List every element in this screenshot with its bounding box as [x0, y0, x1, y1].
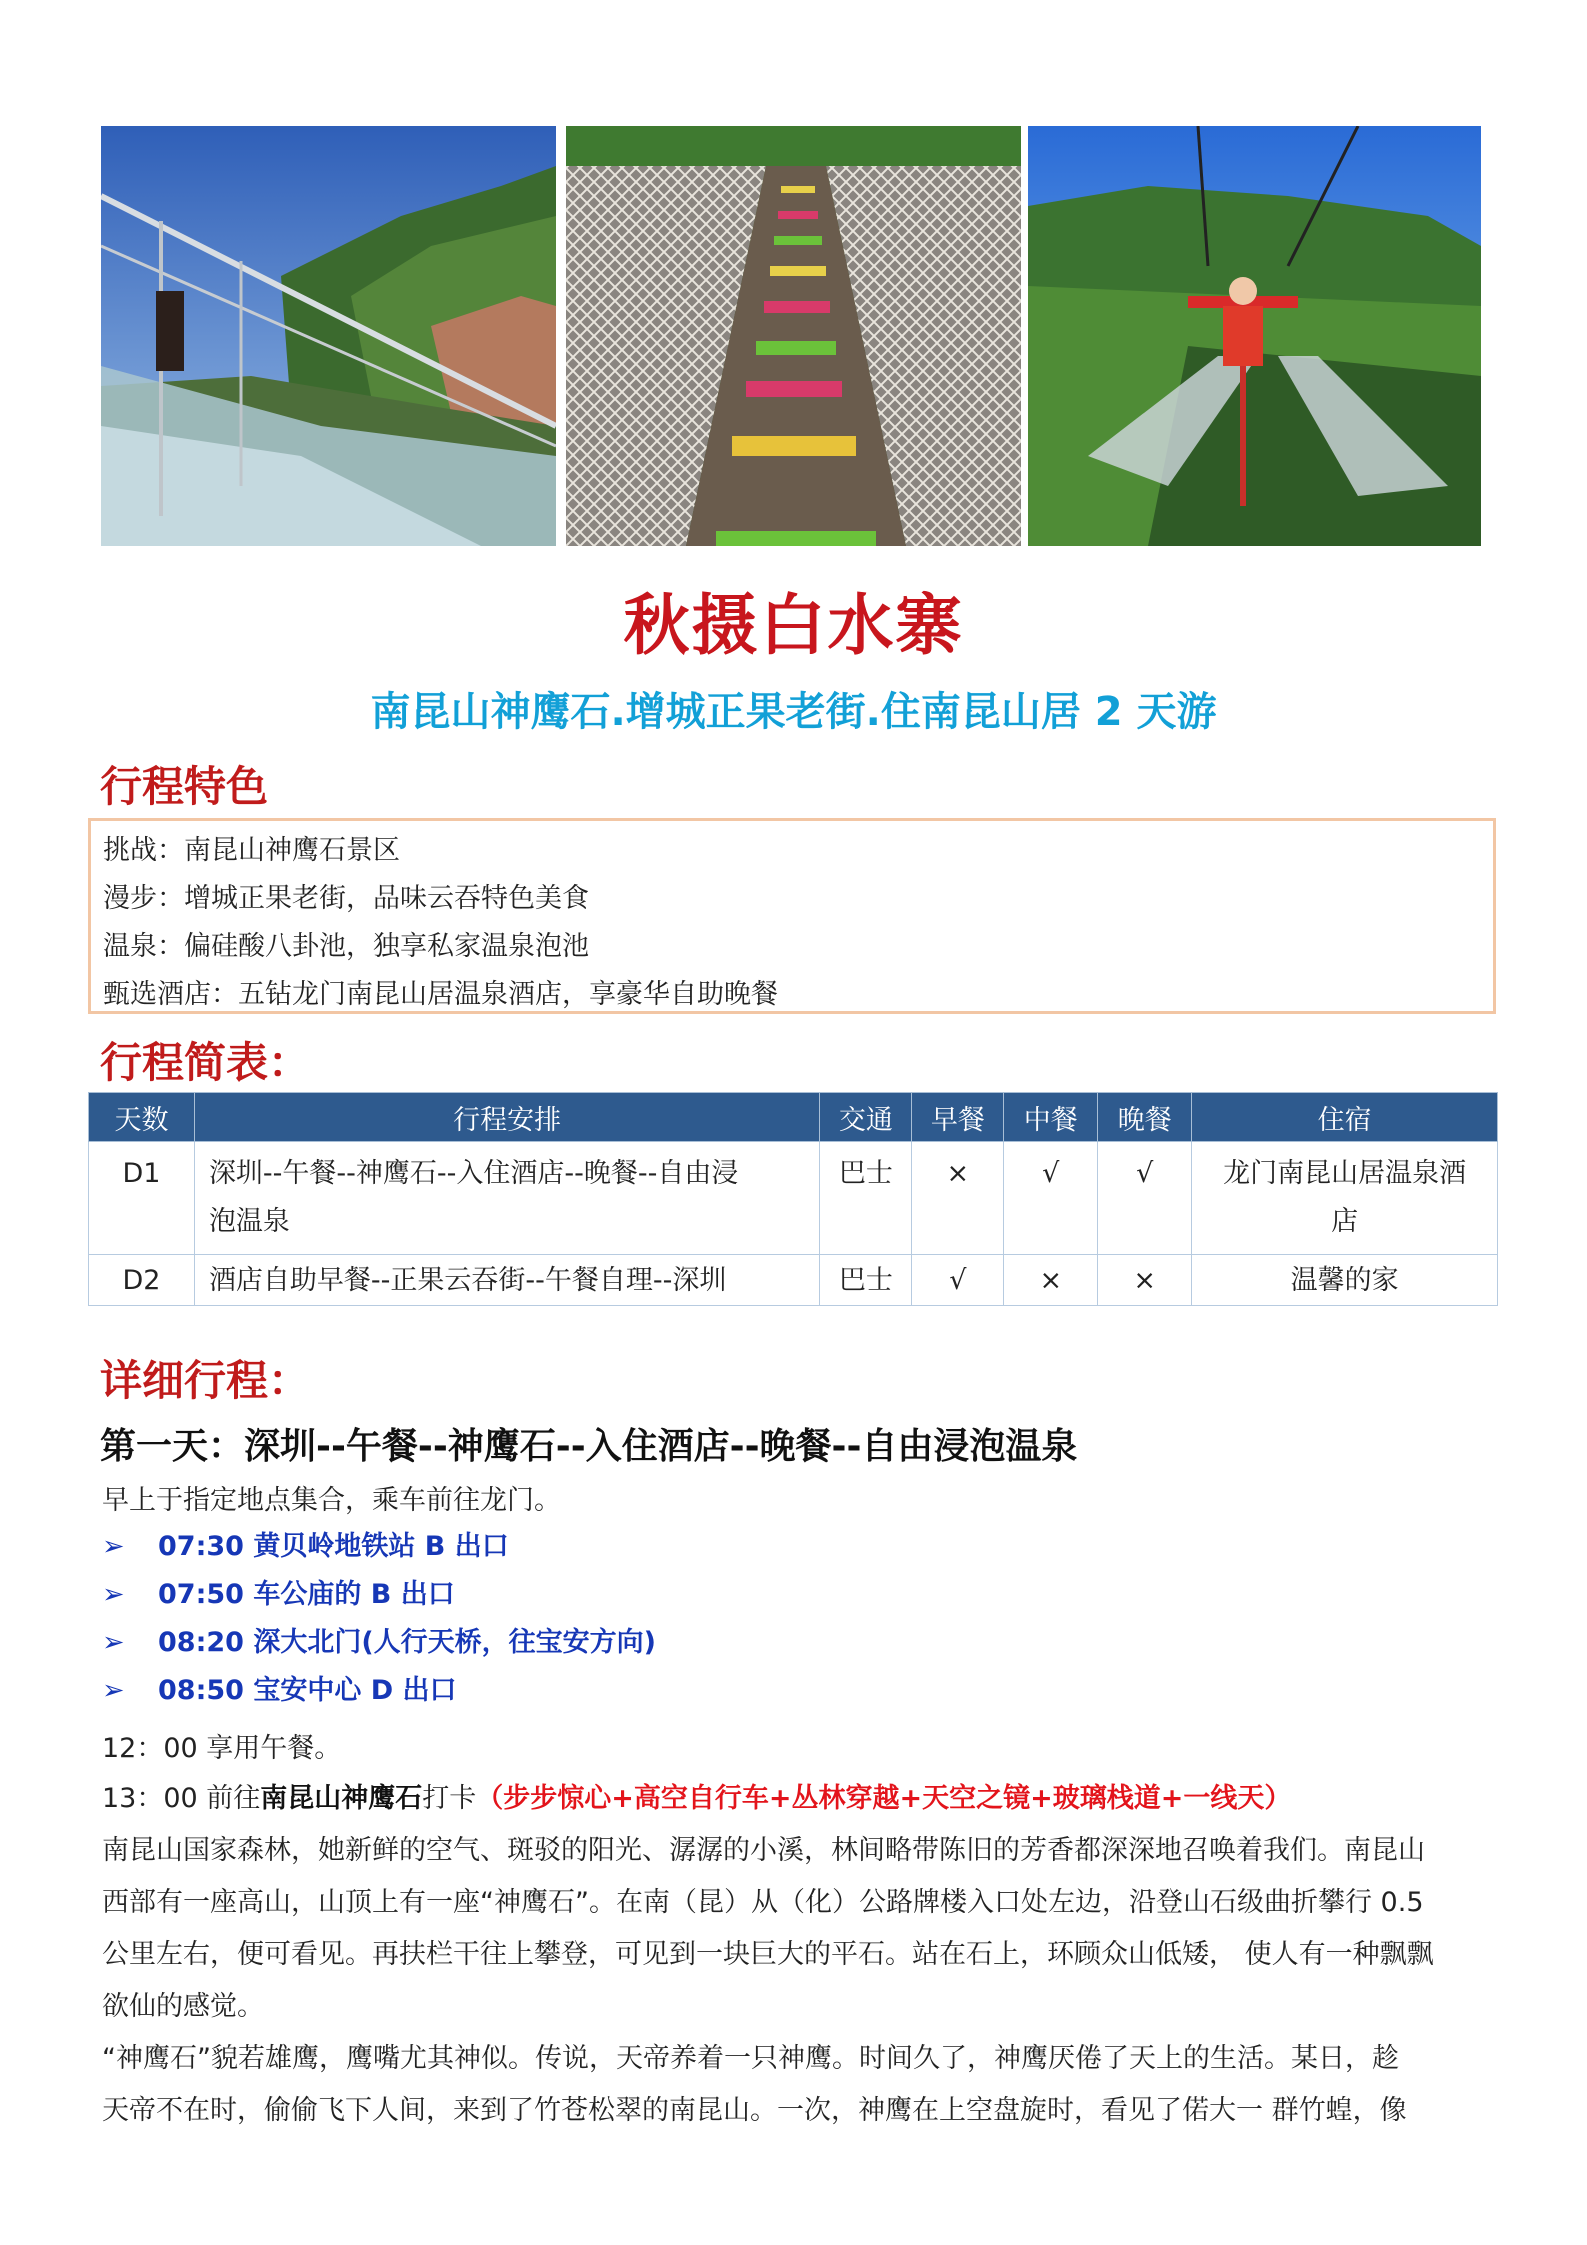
pickup-stop: ➢ 08:20 深大北门(人行天桥，往宝安方向): [102, 1627, 657, 1658]
cell-lunch: ×: [1004, 1255, 1098, 1306]
cell-day: D2: [89, 1255, 195, 1306]
paragraph-line: “神鹰石”貌若雄鹰，鹰嘴尤其神似。传说，天帝养着一只神鹰。时间久了，神鹰厌倦了天上的生活。某日，趁: [102, 2043, 1399, 2074]
details-heading: 详细行程：: [100, 1356, 311, 1405]
table-header-row: [89, 1093, 1498, 1142]
cell-plan: 酒店自助早餐--正果云吞街--午餐自理--深圳: [194, 1255, 819, 1306]
cell-dinner: ×: [1098, 1255, 1192, 1306]
features-heading: 行程特色: [100, 762, 269, 811]
cell-plan-line: 深圳--午餐--神鹰石--入住酒店--晚餐--自由浸: [208, 1158, 739, 1189]
cell-hotel-line: 龙门南昆山居温泉酒: [1223, 1158, 1467, 1189]
header-dinner: 晚餐: [1098, 1093, 1192, 1142]
features-box: [88, 818, 1496, 1014]
cell-hotel: [1192, 1142, 1498, 1255]
visit-highlight: （步步惊心+高空自行车+丛林穿越+天空之镜+玻璃栈道+一线天）: [476, 1783, 1292, 1814]
visit-place: 南昆山神鹰石: [260, 1783, 423, 1814]
cell-transport: 巴士: [820, 1142, 912, 1255]
intro-text: 早上于指定地点集合，乘车前往龙门。: [102, 1485, 561, 1516]
feature-line: 漫步：增城正果老街，品味云吞特色美食: [103, 883, 589, 914]
paragraph-line: 欲仙的感觉。: [102, 1991, 264, 2022]
table-row: [89, 1255, 1498, 1306]
rope-net-bridge-photo: [566, 126, 1021, 546]
header-transport: 交通: [820, 1093, 912, 1142]
cell-breakfast: √: [912, 1255, 1004, 1306]
arrow-bullet-icon: ➢: [102, 1531, 125, 1562]
cell-day: D1: [89, 1142, 195, 1255]
feature-line: 甄选酒店：五钻龙门南昆山居温泉酒店，享豪华自助晚餐: [103, 979, 778, 1010]
arrow-bullet-icon: ➢: [102, 1675, 125, 1706]
header-breakfast: 早餐: [912, 1093, 1004, 1142]
arrow-bullet-icon: ➢: [102, 1579, 125, 1610]
lunch-line: 12：00 享用午餐。: [102, 1733, 342, 1764]
page-title: 秋摄白水寨: [623, 587, 964, 664]
cell-dinner: √: [1098, 1142, 1192, 1255]
pickup-stop: ➢ 07:30 黄贝岭地铁站 B 出口: [102, 1531, 509, 1562]
day1-title: 第一天：深圳--午餐--神鹰石--入住酒店--晚餐--自由浸泡温泉: [100, 1426, 1078, 1467]
summary-heading: 行程简表：: [100, 1038, 311, 1087]
cell-plan-line: 泡温泉: [208, 1206, 290, 1237]
cell-lunch: √: [1004, 1142, 1098, 1255]
cell-transport: 巴士: [820, 1255, 912, 1306]
header-hotel: 住宿: [1192, 1093, 1498, 1142]
header-lunch: 中餐: [1004, 1093, 1098, 1142]
header-plan: 行程安排: [194, 1093, 819, 1142]
itinerary-summary-table: [88, 1092, 1498, 1306]
page-subtitle: 南昆山神鹰石.增城正果老街.住南昆山居 2 天游: [370, 689, 1217, 735]
paragraph-line: 天帝不在时，偷偷飞下人间，来到了竹苍松翠的南昆山。一次，神鹰在上空盘旋时，看见了偌大一 群竹蝗，像: [102, 2095, 1407, 2126]
cell-hotel-line: 店: [1331, 1206, 1359, 1237]
cell-plan: [194, 1142, 819, 1255]
arrow-bullet-icon: ➢: [102, 1627, 125, 1658]
paragraph-line: 公里左右，便可看见。再扶栏干往上攀登，可见到一块巨大的平石。站在石上，环顾众山低矮， 使人有一种飘飘: [102, 1939, 1434, 1970]
header-day: 天数: [89, 1093, 195, 1142]
table-row: [89, 1142, 1498, 1255]
paragraph-line: 西部有一座高山，山顶上有一座“神鹰石”。在南（昆）从（化）公路牌楼入口处左边，沿登山石级曲折攀行 0.5: [102, 1887, 1424, 1918]
feature-line: 温泉：偏硅酸八卦池，独享私家温泉泡池: [103, 931, 589, 962]
visit-line: 13：00 前往南昆山神鹰石打卡（步步惊心+高空自行车+丛林穿越+天空之镜+玻璃栈道+一线天）: [102, 1783, 1292, 1814]
paragraph-line: 南昆山国家森林，她新鲜的空气、斑驳的阳光、潺潺的小溪，林间略带陈旧的芳香都深深地召唤着我们。南昆山: [102, 1835, 1425, 1866]
cell-hotel: 温馨的家: [1192, 1255, 1498, 1306]
feature-line: 挑战：南昆山神鹰石景区: [103, 835, 400, 866]
glass-walkway-photo: [101, 126, 556, 546]
cell-breakfast: ×: [912, 1142, 1004, 1255]
pickup-stop: ➢ 08:50 宝安中心 D 出口: [102, 1675, 457, 1706]
sky-bicycle-photo: [1028, 126, 1481, 546]
pickup-stop: ➢ 07:50 车公庙的 B 出口: [102, 1579, 455, 1610]
